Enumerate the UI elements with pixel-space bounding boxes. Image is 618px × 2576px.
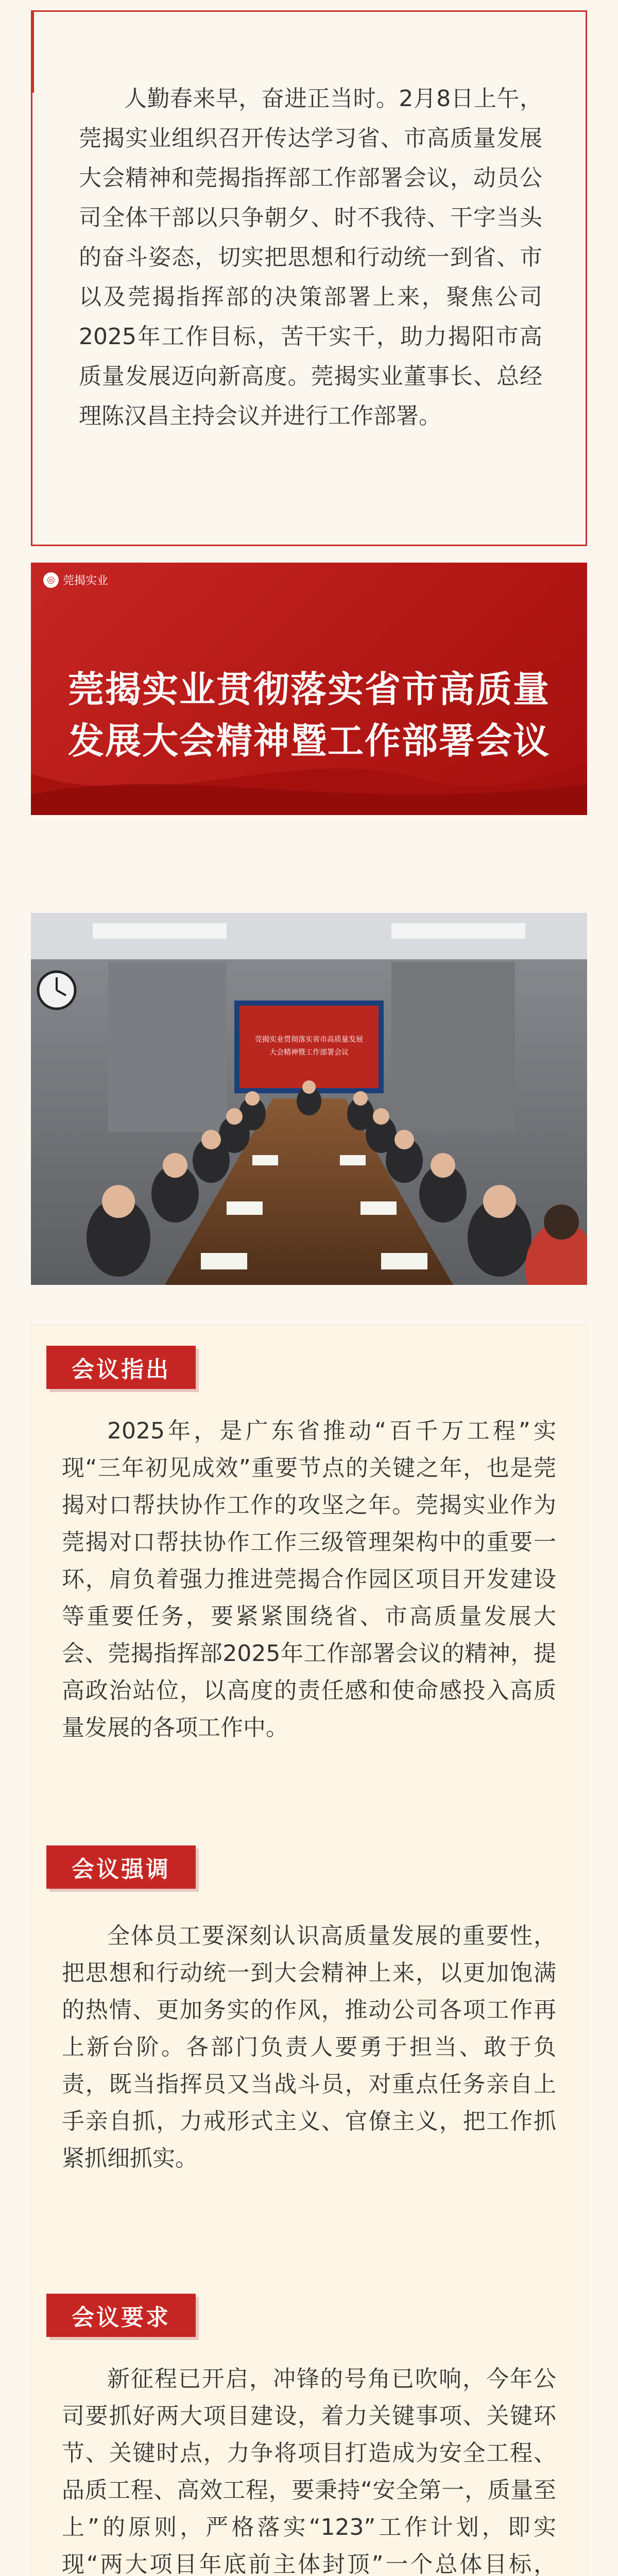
intro-paragraph: 人勤春来早，奋进正当时。2月8日上午，莞揭实业组织召开传达学习省、市高质量发展大会精神和莞揭指挥部工作部署会议，动员公司全体干部以只争朝夕、时不我待、干字当头的奋斗姿态，切实把思想和行动统一到省、市以及莞揭指挥部的决策部署上来，聚焦公司2025年工作目标，苦干实干，助力揭阳市高质量发展迈向新高度。莞揭实业董事长、总经理陈汉昌主持会议并进行工作部署。 (79, 86, 542, 429)
section-label-meeting-emphasized: 会议强调 (46, 1845, 196, 1889)
section-text-meeting-required: 新征程已开启，冲锋的号角已吹响，今年公司要抓好两大项目建设，着力关键事项、关键环节、关键时点，力争将项目打造成为安全工程、品质工程、高效工程，要秉持“安全第一，质量至上”的原则，严格落实“123”工作计划，即实现“两大项目年底前主体封顶”一个总体目标， (62, 2366, 556, 2576)
meeting-banner (31, 563, 587, 815)
company-logo (43, 572, 108, 588)
banner-title-line1: 莞揭实业贯彻落实省市高质量 (68, 668, 550, 710)
meeting-photo-image (31, 913, 587, 1285)
banner-title-line2: 发展大会精神暨工作部署会议 (68, 719, 550, 762)
section-text-meeting-emphasized: 全体员工要深刻认识高质量发展的重要性，把思想和行动统一到大会精神上来，以更加饱满的热情、更加务实的作风，推动公司各项工作再上新台阶。各部门负责人要勇于担当、敢于负责，既当指挥员又当战斗员，对重点任务亲自上手亲自抓，力戒形式主义、官僚主义，把工作抓紧抓细抓实。 (62, 1923, 556, 2172)
frame-accent (31, 10, 67, 93)
content-card (31, 1325, 587, 2576)
intro-card (31, 10, 587, 546)
screen-text-line1: 莞揭实业贯彻落实省市高质量发展 (255, 1036, 363, 1044)
screen-text-line2: 大会精神暨工作部署会议 (269, 1048, 349, 1057)
meeting-photo (31, 913, 587, 1285)
banner-wave-decoration (31, 743, 587, 815)
section-label-meeting-noted: 会议指出 (46, 1346, 196, 1389)
section-text-meeting-noted: 2025年，是广东省推动“百千万工程”实现“三年初见成效”重要节点的关键之年，也是莞揭对口帮扶协作工作的攻坚之年。莞揭实业作为莞揭对口帮扶协作工作三级管理架构中的重要一环，肩负着强力推进莞揭合作园区项目开发建设等重要任务，要紧紧围绕省、市高质量发展大会、莞揭指挥部2025年工作部署会议的精神，提高政治站位，以高度的责任感和使命感投入高质量发展的各项工作中。 (62, 1418, 556, 1741)
section-label-meeting-required: 会议要求 (46, 2294, 196, 2337)
logo-text: 莞揭实业 (63, 574, 109, 587)
logo-icon: ◎ (43, 572, 59, 588)
